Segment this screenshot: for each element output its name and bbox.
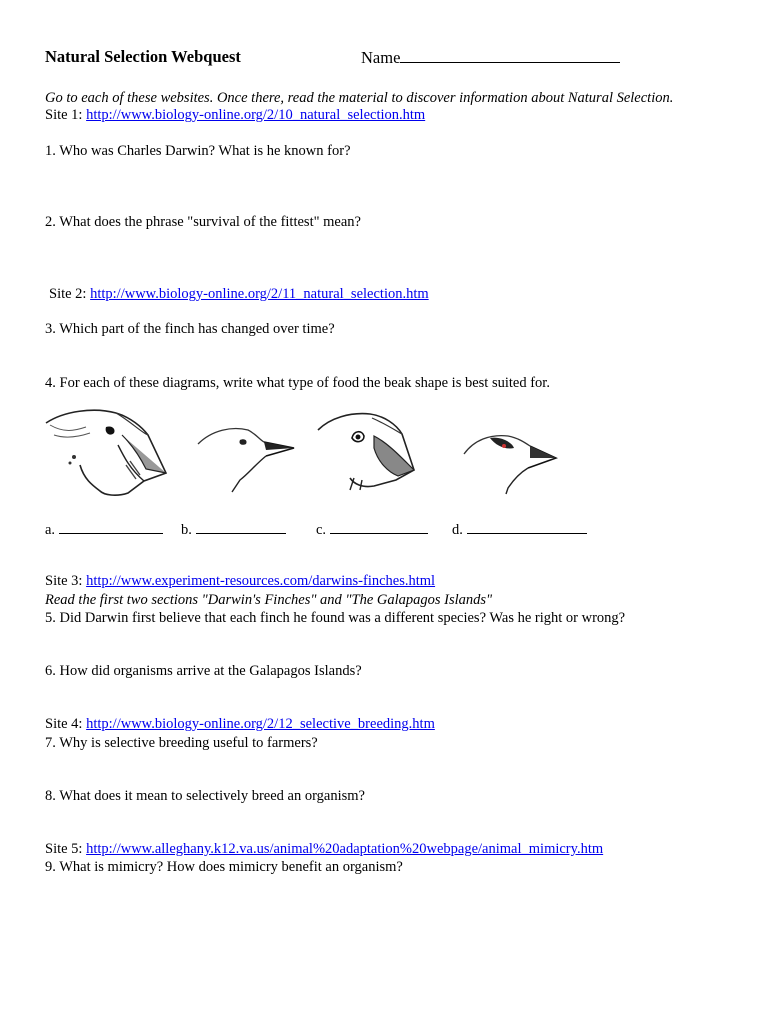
site-4-label: Site 4: xyxy=(45,716,83,732)
answer-b-blank[interactable] xyxy=(196,520,286,534)
site-4-link[interactable]: http://www.biology-online.org/2/12_selective_breeding.htm xyxy=(86,716,435,732)
answer-d-label: d. xyxy=(452,522,463,538)
site-1-link[interactable]: http://www.biology-online.org/2/10_natural_selection.htm xyxy=(86,107,426,123)
site-5-link[interactable]: http://www.alleghany.k12.va.us/animal%20adaptation%20webpage/animal_mimicry.htm xyxy=(86,841,604,857)
answer-a-blank[interactable] xyxy=(59,520,163,534)
answer-b xyxy=(181,520,286,539)
answer-b-label: b. xyxy=(181,522,192,538)
site-3-note: Read the first two sections "Darwin's Finches" and "The Galapagos Islands" xyxy=(45,592,493,608)
site-2-link[interactable]: http://www.biology-online.org/2/11_natural_selection.htm xyxy=(90,286,429,302)
name-field-row xyxy=(361,48,620,68)
site-3-row xyxy=(45,572,435,590)
question-7: 7. Why is selective breeding useful to farmers? xyxy=(45,735,318,751)
question-3: 3. Which part of the finch has changed over time? xyxy=(45,321,335,337)
question-6: 6. How did organisms arrive at the Galapagos Islands? xyxy=(45,663,362,679)
site-2-row xyxy=(49,285,429,303)
page-title: Natural Selection Webquest xyxy=(45,47,241,66)
question-9: 9. What is mimicry? How does mimicry benefit an organism? xyxy=(45,859,403,875)
answer-c xyxy=(316,520,428,539)
site-5-row xyxy=(45,840,603,858)
question-4: 4. For each of these diagrams, write what type of food the beak shape is best suited for. xyxy=(45,375,550,391)
name-blank[interactable] xyxy=(400,48,620,63)
name-label: Name xyxy=(361,48,401,67)
site-3-link[interactable]: http://www.experiment-resources.com/darwins-finches.html xyxy=(86,573,436,589)
question-8: 8. What does it mean to selectively breed an organism? xyxy=(45,788,365,804)
finch-beak-a-icon xyxy=(44,405,169,500)
site-1-label: Site 1: xyxy=(45,107,83,123)
answer-c-blank[interactable] xyxy=(330,520,428,534)
answer-a-label: a. xyxy=(45,522,56,538)
finch-beak-c-icon xyxy=(316,408,421,493)
site-4-row xyxy=(45,715,435,733)
answer-c-label: c. xyxy=(316,522,327,538)
site-1-row xyxy=(45,106,425,124)
answer-a xyxy=(45,520,163,539)
intro-text: Go to each of these websites. Once there, read the material to discover information about Natural Selection. xyxy=(45,90,674,106)
finch-beak-d-icon xyxy=(460,428,560,496)
site-3-label: Site 3: xyxy=(45,573,83,589)
question-1: 1. Who was Charles Darwin? What is he known for? xyxy=(45,143,351,159)
answer-d xyxy=(452,520,587,539)
answer-d-blank[interactable] xyxy=(467,520,587,534)
finch-beak-b-icon xyxy=(194,420,299,495)
site-2-label: Site 2: xyxy=(49,286,87,302)
question-5: 5. Did Darwin first believe that each finch he found was a different species? Was he right or wrong? xyxy=(45,610,626,626)
question-2: 2. What does the phrase "survival of the fittest" mean? xyxy=(45,214,361,230)
site-5-label: Site 5: xyxy=(45,841,83,857)
